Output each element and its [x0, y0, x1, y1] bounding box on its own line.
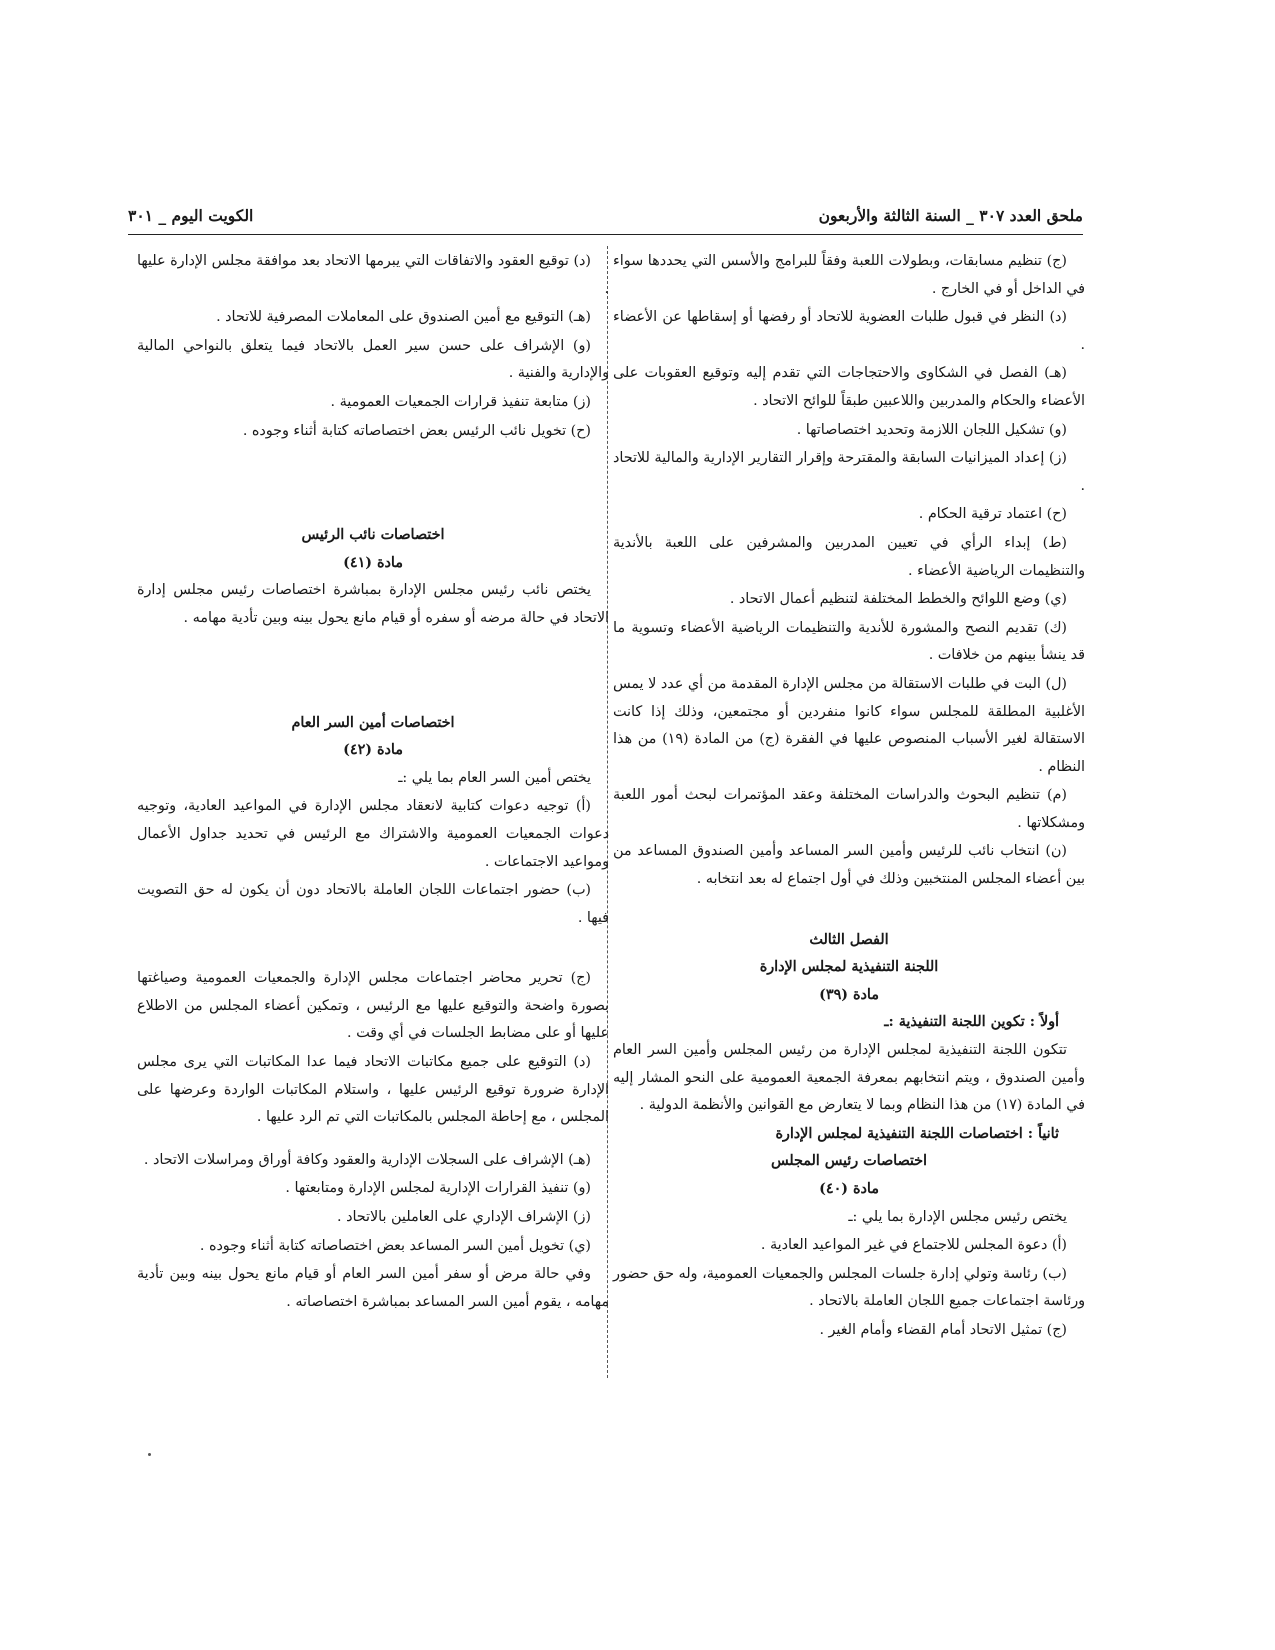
paragraph: (ح) تخويل نائب الرئيس بعض اختصاصاته كتابة أثناء وجوده .: [242, 422, 591, 439]
paragraph: (ز) متابعة تنفيذ قرارات الجمعيات العمومية .: [330, 393, 591, 410]
paragraph: (د) توقيع العقود والاتفاقات التي يبرمها الاتحاد بعد موافقة مجلس الإدارة عليها .: [137, 253, 609, 297]
page-header: [128, 200, 1083, 235]
paragraph: (ل) البت في طلبات الاستقالة من مجلس الإدارة المقدمة من أي عدد لا يمس الأغلبية المطلقة للمجلس سواء كانوا منفردين أو مجتمعين، وذلك إذا كانت الاستقالة لغير الأسباب المنصوص عليها في الفقرة (ج) من المادة (١٩) من هذا النظام .: [613, 675, 1085, 775]
article-number: مادة (٤٢): [343, 742, 403, 759]
spacer: [137, 933, 609, 965]
paragraph: (و) تشكيل اللجان اللازمة وتحديد اختصاصاتها .: [796, 421, 1067, 438]
paragraph: (هـ) الفصل في الشكاوى والاحتجاجات التي تقدم إليه وتوقيع العقوبات على الأعضاء والحكام والمدربين واللاعبين طبقاً للوائح الاتحاد .: [613, 365, 1085, 409]
paragraph: (ح) اعتماد ترقية الحكام .: [918, 506, 1067, 523]
section-heading: اختصاصات رئيس المجلس: [771, 1153, 927, 1170]
paragraph: (ب) رئاسة وتولي إدارة جلسات المجلس والجمعيات العمومية، وله حق حضور ورئاسة اجتماعات جميع اللجان العاملة بالاتحاد .: [613, 1265, 1085, 1310]
section-heading: الفصل الثالث: [809, 931, 889, 948]
paragraph: (م) تنظيم البحوث والدراسات المختلفة وعقد المؤتمرات لبحث أمور اللعبة ومشكلاتها .: [613, 787, 1085, 831]
paragraph: (ي) وضع اللوائح والخطط المختلفة لتنظيم أعمال الاتحاد .: [729, 591, 1067, 608]
spacer: [137, 634, 609, 710]
left-column: [137, 248, 609, 1317]
paragraph: (هـ) الإشراف على السجلات الإدارية والعقود وكافة أوراق ومراسلات الاتحاد .: [143, 1151, 591, 1168]
paragraph: (هـ) التوقيع مع أمين الصندوق على المعاملات المصرفية للاتحاد .: [216, 309, 591, 326]
subsection-heading: أولاً : تكوين اللجنة التنفيذية :ـ: [884, 1014, 1059, 1031]
section-heading: اختصاصات أمين السر العام: [291, 714, 455, 731]
paragraph: (ز) الإشراف الإداري على العاملين بالاتحاد .: [337, 1209, 591, 1226]
subsection-heading: ثانياً : اختصاصات اللجنة التنفيذية لمجلس الإدارة: [775, 1125, 1059, 1142]
paragraph: (ط) إبداء الرأي في تعيين المدربين والمشرفين على اللعبة بالأندية والتنظيمات الرياضية الأعضاء .: [613, 534, 1085, 579]
section-heading: اللجنة التنفيذية لمجلس الإدارة: [759, 959, 939, 976]
paragraph: (و) الإشراف على حسن سير العمل بالاتحاد فيما يتعلق بالنواحي المالية والإدارية والفنية .: [137, 337, 609, 382]
paragraph: (ج) تنظيم مسابقات، وبطولات اللعبة وفقاً للبرامج والأسس التي يحددها سواء في الداخل أو في الخارج .: [613, 253, 1085, 297]
scan-dot: [148, 1453, 151, 1456]
paragraph: (ز) إعداد الميزانيات السابقة والمقترحة وإقرار التقارير الإدارية والمالية للاتحاد .: [613, 450, 1085, 494]
article-number: مادة (٤٠): [819, 1181, 879, 1197]
issue-info: ملحق العدد ٣٠٧ _ السنة الثالثة والأربعون: [818, 206, 1083, 225]
paragraph: (أ) توجيه دعوات كتابية لانعقاد مجلس الإدارة في المواعيد العادية، وتوجيه دعوات الجمعيات العمومية والاشتراك مع الرئيس في تحديد جداول الأعمال ومواعيد الاجتماعات .: [137, 798, 609, 870]
paragraph: (أ) دعوة المجلس للاجتماع في غير المواعيد العادية .: [760, 1237, 1067, 1254]
paragraph: (ك) تقديم النصح والمشورة للأندية والتنظيمات الرياضية الأعضاء وتسوية ما قد ينشأ بينهم من خلافات .: [613, 619, 1085, 664]
article-number: مادة (٣٩): [819, 986, 879, 1003]
spacer: [137, 1133, 609, 1147]
page-number: الكويت اليوم _ ٣٠١: [128, 206, 254, 225]
paragraph: (ج) تمثيل الاتحاد أمام القضاء وأمام الغير .: [819, 1321, 1067, 1338]
section-heading: اختصاصات نائب الرئيس: [301, 527, 445, 544]
paragraph: (ب) حضور اجتماعات اللجان العاملة بالاتحاد دون أن يكون له حق التصويت فيها .: [137, 882, 609, 926]
paragraph: (ي) تخويل أمين السر المساعد بعض اختصاصاته كتابة أثناء وجوده .: [199, 1237, 591, 1254]
spacer: [137, 446, 609, 522]
paragraph: (د) النظر في قبول طلبات العضوية للاتحاد أو رفضها أو إسقاطها عن الأعضاء .: [613, 309, 1085, 353]
paragraph: تتكون اللجنة التنفيذية لمجلس الإدارة من رئيس المجلس وأمين السر العام وأمين الصندوق ، ويتم انتخابهم بمعرفة الجمعية العمومية على النحو المشار إليه في المادة (١٧) من هذا النظام وبما لا يتعارض مع القوانين والأنظمة الدولية .: [613, 1042, 1085, 1114]
paragraph: (د) التوقيع على جميع مكاتبات الاتحاد فيما عدا المكاتبات التي يرى مجلس الإدارة ضرورة توقيع الرئيس عليها ، واستلام المكاتبات الواردة وعرضها على المجلس ، مع إحاطة المجلس بالمكاتبات التي تم الرد عليها .: [137, 1054, 609, 1126]
paragraph: (ج) تحرير محاضر اجتماعات مجلس الإدارة والجمعيات العمومية وصياغتها بصورة واضحة والتوقيع عليها مع الرئيس ، وتمكين أعضاء المجلس من الاطلاع عليها أو على مضابط الجلسات في أي وقت .: [137, 970, 609, 1042]
paragraph: (و) تنفيذ القرارات الإدارية لمجلس الإدارة ومتابعتها .: [285, 1180, 591, 1197]
paragraph: وفي حالة مرض أو سفر أمين السر العام أو قيام مانع يحول بينه وبين تأدية مهامه ، يقوم أمين السر المساعد بمباشرة اختصاصاته .: [137, 1266, 609, 1310]
paragraph: (ن) انتخاب نائب للرئيس وأمين السر المساعد وأمين الصندوق المساعد من بين أعضاء المجلس المنتخبين وذلك في أول اجتماع له بعد انتخابه .: [613, 843, 1085, 888]
article-number: مادة (٤١): [343, 554, 403, 571]
paragraph: يختص أمين السر العام بما يلي :ـ: [398, 769, 591, 786]
spacer: [613, 895, 1085, 927]
paragraph: يختص رئيس مجلس الإدارة بما يلي :ـ: [848, 1208, 1067, 1225]
right-column: [613, 248, 1085, 1346]
paragraph: يختص نائب رئيس مجلس الإدارة بمباشرة اختصاصات رئيس مجلس إدارة الاتحاد في حالة مرضه أو سفره أو قيام مانع يحول بينه وبين تأدية مهامه .: [137, 582, 609, 626]
